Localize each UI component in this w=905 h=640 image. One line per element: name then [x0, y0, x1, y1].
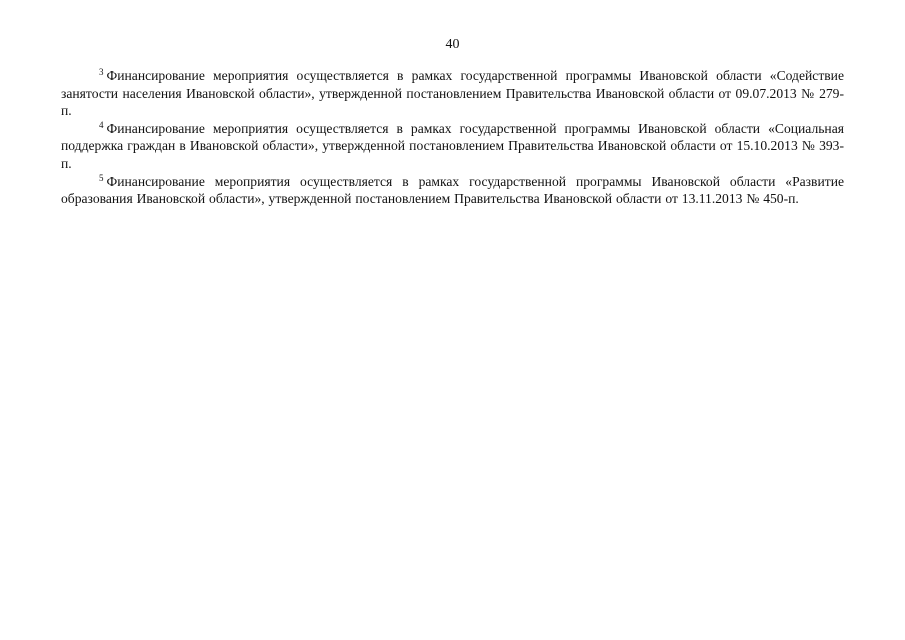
footnote-5: [61, 173, 844, 208]
footnote-3: [61, 67, 844, 120]
page-number: 40: [445, 37, 460, 52]
footnote-marker: 4: [99, 119, 104, 130]
footnote-text: Финансирование мероприятия осуществляется в рамках государственной программы Ивановской области «Социальная поддержка граждан в Ивановской области», утвержденной постановлением Правительства Ивановской области от 15.10.2013 № 393-п.: [61, 120, 844, 171]
footnote-text: Финансирование мероприятия осуществляется в рамках государственной программы Ивановской области «Содействие занятости населения Ивановской области», утвержденной постановлением Правительства Ивановской области от 09.07.2013 № 279-п.: [61, 68, 844, 119]
footnote-marker: 3: [99, 67, 104, 77]
footnote-4: [61, 120, 844, 173]
footnote-text: Финансирование мероприятия осуществляется в рамках государственной программы Ивановской области «Развитие образования Ивановской области», утвержденной постановлением Правительства Ивановской области от 13.11.2013 № 450-п.: [61, 173, 844, 207]
footnote-marker: 5: [99, 172, 104, 183]
footnotes-block: [61, 67, 844, 208]
